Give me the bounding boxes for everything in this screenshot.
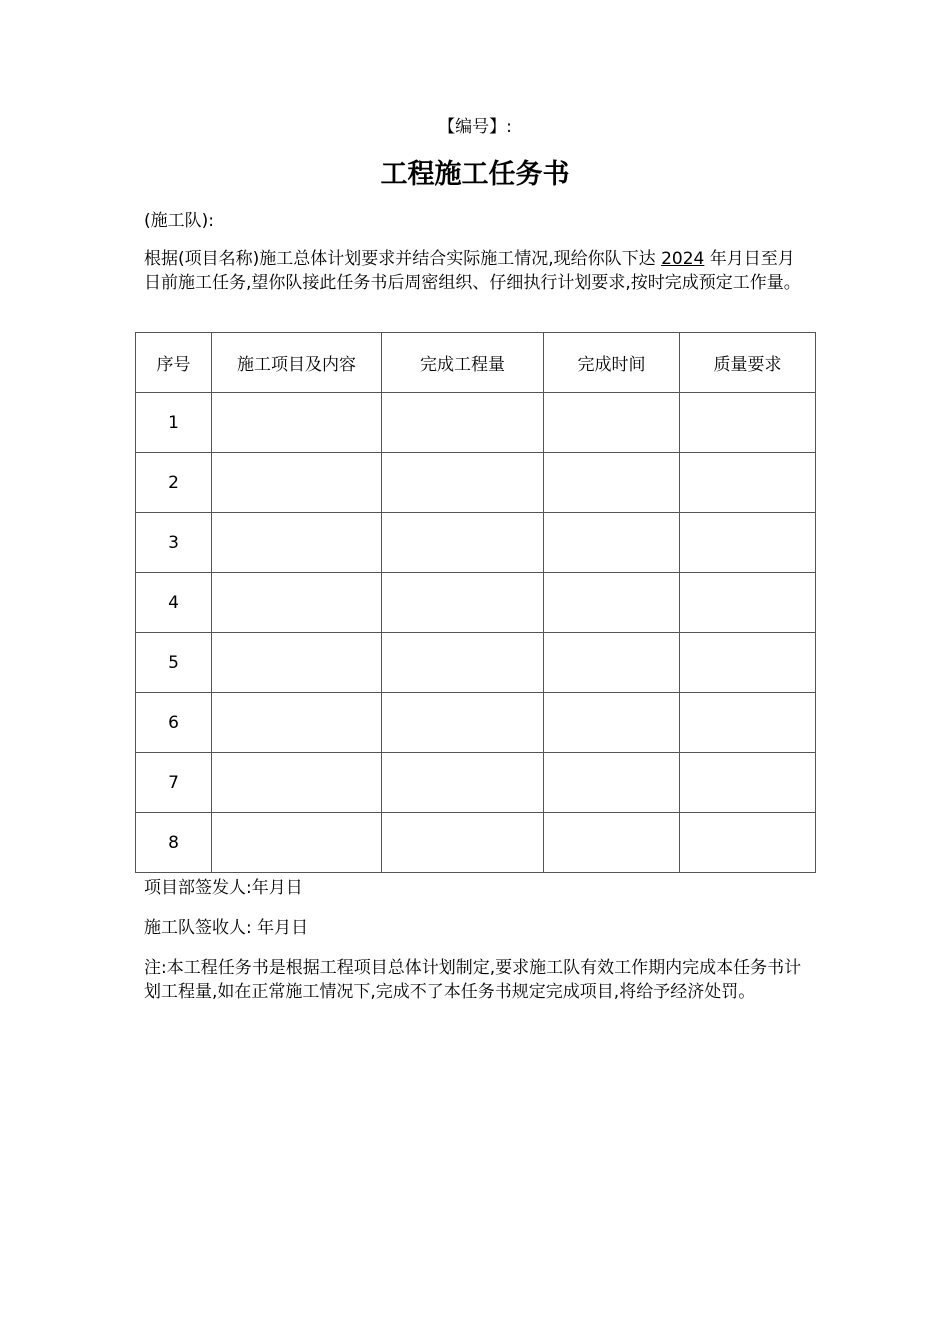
task-table (135, 332, 816, 873)
completion-time-cell[interactable] (544, 573, 680, 633)
row-number: 2 (136, 453, 212, 513)
penalty-note: 注:本工程任务书是根据工程项目总体计划制定,要求施工队有效工作期内完成本任务书计划工程量,如在正常施工情况下,完成不了本任务书规定完成项目,将给予经济处罚。 (144, 958, 802, 1002)
work-quantity-cell[interactable] (382, 573, 544, 633)
work-quantity-cell[interactable] (382, 513, 544, 573)
row-number: 1 (136, 393, 212, 453)
quality-requirement-cell[interactable] (680, 513, 816, 573)
row-number: 5 (136, 633, 212, 693)
row-number: 6 (136, 693, 212, 753)
completion-time-cell[interactable] (544, 753, 680, 813)
work-quantity-cell[interactable] (382, 693, 544, 753)
completion-time-cell[interactable] (544, 633, 680, 693)
quality-requirement-cell[interactable] (680, 393, 816, 453)
work-quantity-cell[interactable] (382, 453, 544, 513)
project-content-cell[interactable] (212, 633, 382, 693)
completion-time-cell[interactable] (544, 813, 680, 873)
table-row (136, 633, 816, 693)
header-quality-requirement: 质量要求 (680, 333, 816, 393)
table-row (136, 813, 816, 873)
project-content-cell[interactable] (212, 573, 382, 633)
table-header-row (136, 333, 816, 393)
document-code-label: 【编号】: (438, 117, 512, 137)
header-project-content: 施工项目及内容 (212, 333, 382, 393)
project-signer-line: 项目部签发人:年月日 (144, 878, 303, 898)
quality-requirement-cell[interactable] (680, 453, 816, 513)
project-content-cell[interactable] (212, 753, 382, 813)
work-quantity-cell[interactable] (382, 813, 544, 873)
intro-text-start: 根据(项目名称)施工总体计划要求并结合实际施工情况,现给你队下达 (144, 249, 656, 269)
project-content-cell[interactable] (212, 813, 382, 873)
header-completion-time: 完成时间 (544, 333, 680, 393)
header-serial-number: 序号 (136, 333, 212, 393)
completion-time-cell[interactable] (544, 453, 680, 513)
completion-time-cell[interactable] (544, 693, 680, 753)
quality-requirement-cell[interactable] (680, 633, 816, 693)
table-row (136, 393, 816, 453)
project-content-cell[interactable] (212, 393, 382, 453)
construction-team-label: (施工队): (144, 211, 214, 231)
header-work-quantity: 完成工程量 (382, 333, 544, 393)
completion-time-cell[interactable] (544, 513, 680, 573)
work-quantity-cell[interactable] (382, 633, 544, 693)
project-content-cell[interactable] (212, 453, 382, 513)
row-number: 8 (136, 813, 212, 873)
quality-requirement-cell[interactable] (680, 693, 816, 753)
quality-requirement-cell[interactable] (680, 813, 816, 873)
work-quantity-cell[interactable] (382, 753, 544, 813)
table-row (136, 453, 816, 513)
table-row (136, 693, 816, 753)
intro-year: 2024 (661, 249, 705, 269)
intro-text-end: 年月日至月日前施工任务,望你队接此任务书后周密组织、仔细执行计划要求,按时完成预定工作量。 (144, 249, 801, 293)
quality-requirement-cell[interactable] (680, 753, 816, 813)
project-content-cell[interactable] (212, 513, 382, 573)
table-row (136, 513, 816, 573)
document-title: 工程施工任务书 (380, 159, 570, 190)
table-row (136, 753, 816, 813)
row-number: 4 (136, 573, 212, 633)
team-signer-line: 施工队签收人: 年月日 (144, 918, 309, 938)
work-quantity-cell[interactable] (382, 393, 544, 453)
intro-paragraph (144, 247, 809, 295)
project-content-cell[interactable] (212, 693, 382, 753)
quality-requirement-cell[interactable] (680, 573, 816, 633)
completion-time-cell[interactable] (544, 393, 680, 453)
row-number: 3 (136, 513, 212, 573)
row-number: 7 (136, 753, 212, 813)
table-row (136, 573, 816, 633)
